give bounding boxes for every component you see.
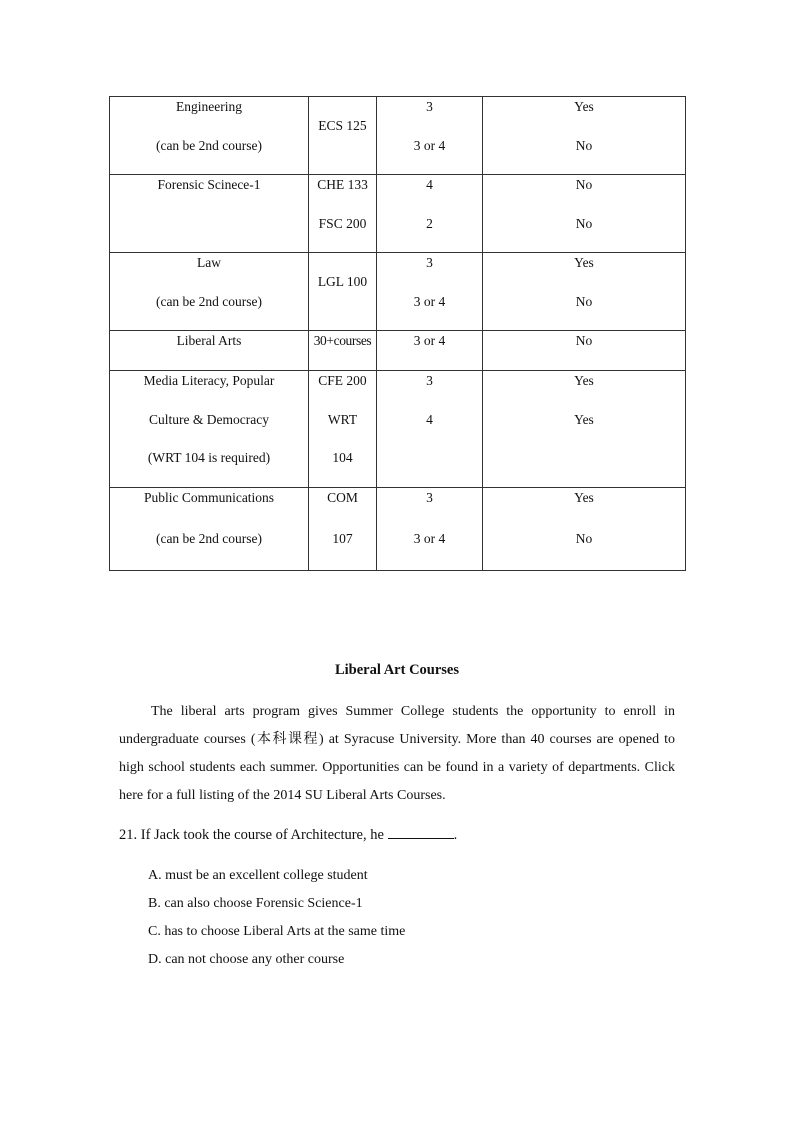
cell-line: 3 or 4 [413,333,446,348]
question-stem [119,822,675,848]
table-cell-required [483,331,686,371]
cell-line: 3 or 4 [413,293,446,309]
cell-lines [110,371,308,487]
table-cell-subject [110,331,309,371]
cell-line: LGL 100 [317,274,368,289]
cell-line: 3 [426,99,433,114]
cell-lines [309,331,376,370]
cell-lines [483,175,685,252]
table-cell-required [483,371,686,488]
table-row [110,97,686,175]
table-cell-required [483,175,686,253]
cell-line: 4 [426,411,433,427]
cell-line: 107 [332,531,353,546]
article-title: Liberal Art Courses [334,662,460,678]
cell-line: (can be 2nd course) [155,293,263,309]
cell-lines [483,253,685,330]
cell-lines [377,331,482,370]
table-cell-credits [377,175,483,253]
cell-line: 2 [426,215,433,231]
cell-line: 30+courses [313,333,372,348]
answer-options [119,862,675,974]
cell-lines [110,175,308,214]
cell-line: 3 [426,490,433,505]
table-cell-credits [377,488,483,571]
table-cell-subject [110,175,309,253]
cell-line: Yes [574,411,594,427]
cell-line: 3 [426,373,433,388]
cell-lines [110,488,308,570]
cell-line: FSC 200 [318,215,367,231]
table-cell-credits [377,331,483,371]
cell-line: Yes [574,99,594,114]
cell-line: Engineering [176,99,242,114]
cell-line: Yes [574,255,594,270]
cell-line: 3 or 4 [413,531,446,546]
table-row [110,488,686,571]
cell-lines [309,97,376,155]
table-cell-required [483,97,686,175]
cell-lines [377,253,482,330]
table-cell-subject [110,253,309,331]
table-cell-credits [377,253,483,331]
cell-line: (WRT 104 is required) [147,450,271,465]
cell-lines [309,488,376,570]
cell-lines [110,331,308,370]
cell-line: 104 [332,450,353,465]
table-cell-code [309,175,377,253]
table-row [110,371,686,488]
cell-line: No [575,531,593,546]
cell-lines [110,97,308,174]
cell-line: 4 [426,177,433,192]
cell-lines [483,488,685,570]
cell-line: Media Literacy, Popular [143,373,275,388]
article-section [119,658,675,974]
question-end: . [453,827,458,843]
table-cell-credits [377,371,483,488]
cell-lines [377,175,482,252]
table-row [110,175,686,253]
course-table-body [110,97,686,571]
cell-lines [309,371,376,487]
cell-line: CFE 200 [318,373,367,388]
cell-lines [110,253,308,330]
option-c: C. has to choose Liberal Arts at the same time [148,924,406,939]
answer-blank [388,822,454,839]
cell-line: 3 [426,255,433,270]
cell-lines [483,371,685,448]
table-cell-required [483,488,686,571]
cell-lines [309,253,376,311]
cell-line: Liberal Arts [176,333,242,348]
table-cell-subject [110,488,309,571]
table-cell-credits [377,97,483,175]
cell-lines [483,331,685,370]
cell-line: Yes [574,373,594,388]
cell-lines [483,97,685,174]
cell-line: No [575,137,593,153]
cell-line: (can be 2nd course) [155,531,263,546]
cell-lines [377,371,482,448]
table-cell-required [483,253,686,331]
cell-line: No [575,333,593,348]
cell-line: Public Communications [143,490,275,505]
cell-line: WRT [327,411,358,427]
cell-line: 3 or 4 [413,137,446,153]
cell-line: (can be 2nd course) [155,137,263,153]
cell-line: Yes [574,490,594,505]
table-cell-code [309,331,377,371]
option-b: B. can also choose Forensic Science-1 [148,896,363,911]
question-text: 21. If Jack took the course of Architecture, he [119,827,384,843]
option-a: A. must be an excellent college student [148,868,368,883]
table-cell-subject [110,97,309,175]
article-paragraph: The liberal arts program gives Summer College students the opportunity to enroll in undergraduate courses (本科课程) at Syracuse University. More than 40 courses are opened to high school students each summer. Opportunities can be found in a variety of departments. Click here for a full listing of the 2014 SU Liberal Arts Courses. [119,704,675,803]
cell-line: No [575,293,593,309]
cell-line: ECS 125 [318,118,367,133]
cell-line: COM [327,490,358,505]
cell-line: Forensic Scinece-1 [157,177,261,192]
table-cell-code [309,488,377,571]
option-d: D. can not choose any other course [148,952,345,967]
course-table [109,96,686,571]
table-row [110,253,686,331]
cell-line: Law [197,255,221,270]
cell-line: No [575,177,593,192]
table-cell-code [309,371,377,488]
cell-lines [309,175,376,252]
cell-line: CHE 133 [317,177,368,192]
cell-line: No [575,215,593,231]
table-cell-subject [110,371,309,488]
cell-lines [377,488,482,570]
table-cell-code [309,97,377,175]
cell-lines [377,97,482,174]
table-cell-code [309,253,377,331]
table-row [110,331,686,371]
cell-line: Culture & Democracy [149,411,269,427]
